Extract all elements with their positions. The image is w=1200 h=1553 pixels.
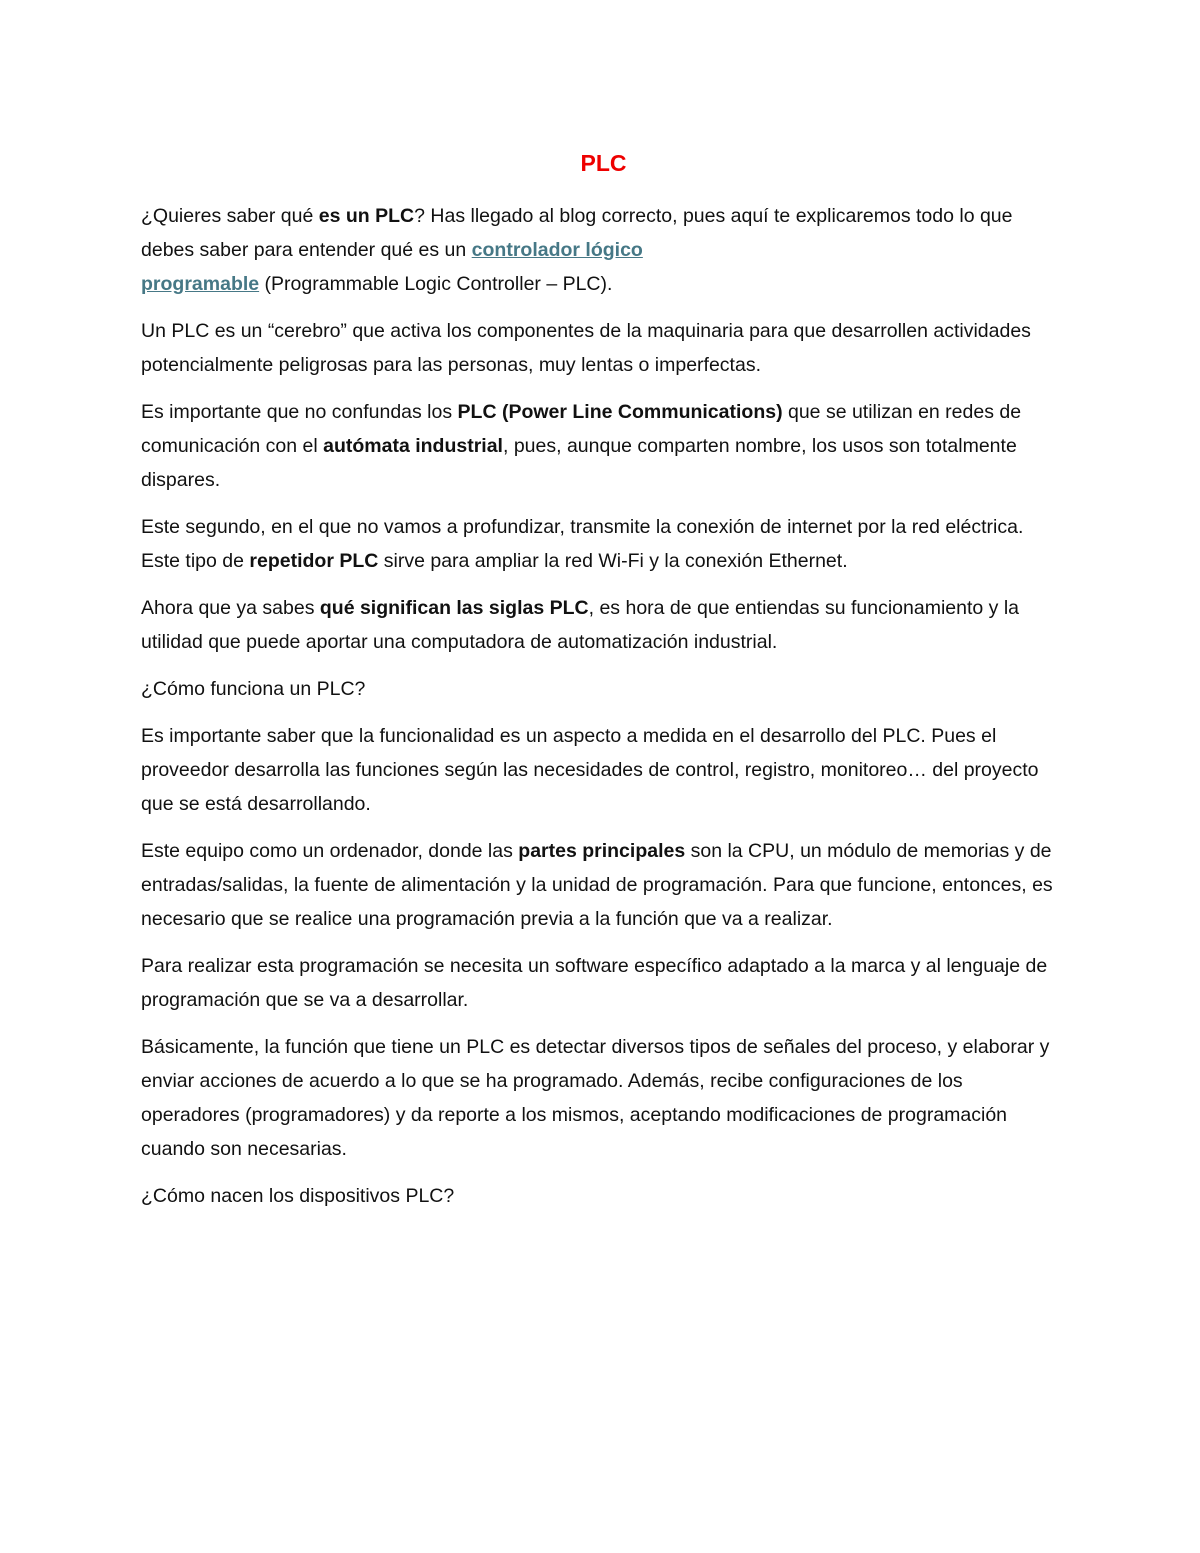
text-span: ¿Quieres saber qué (141, 205, 319, 227)
paragraph-siglas (141, 591, 1066, 659)
text-span: , es hora de que entiendas su funcionamiento y la utilidad que puede aportar una computadora de automatización industrial. (141, 597, 1019, 653)
bold-text: partes principales (518, 840, 686, 862)
paragraph-basicamente: Básicamente, la función que tiene un PLC es detectar diversos tipos de señales del proceso, y elaborar y enviar acciones de acuerdo a lo que se ha programado. Además, recibe configuraciones de los operadores (programadores) y da reporte a los mismos, aceptando modificaciones de programación cuando son necesarias. (141, 1036, 1050, 1160)
text-span: ? Has llegado al blog correcto, pues aquí te explicaremos todo lo que debes saber para entender qué es un (141, 205, 1013, 261)
document-title: PLC (580, 150, 627, 176)
section-heading-nacen: ¿Cómo nacen los dispositivos PLC? (141, 1185, 455, 1207)
document-body (141, 148, 1066, 1226)
paragraph-funcionalidad: Es importante saber que la funcionalidad es un aspecto a medida en el desarrollo del PLC. Pues el proveedor desarrolla las funciones según las necesidades de control, registro, monitoreo… del proyecto que se está desarrollando. (141, 725, 1039, 815)
text-span: (Programmable Logic Controller – PLC). (259, 273, 613, 295)
paragraph-cerebro: Un PLC es un “cerebro” que activa los componentes de la maquinaria para que desarrollen actividades potencialmente peligrosas para las personas, muy lentas o imperfectas. (141, 320, 1031, 376)
paragraph-intro (141, 199, 1066, 301)
paragraph-programacion: Para realizar esta programación se necesita un software específico adaptado a la marca y al lenguaje de programación que se va a desarrollar. (141, 955, 1048, 1011)
bold-text: repetidor PLC (249, 550, 379, 572)
text-span: Es importante que no confundas los (141, 401, 458, 423)
text-span: sirve para ampliar la red Wi-Fi y la conexión Ethernet. (378, 550, 848, 572)
text-span: , pues, aunque comparten nombre, los usos son totalmente dispares. (141, 435, 1017, 491)
text-span: Ahora que ya sabes (141, 597, 320, 619)
link-text-line2: programable (141, 273, 260, 295)
paragraph-repetidor (141, 510, 1066, 578)
bold-text: PLC (Power Line Communications) (457, 401, 783, 423)
bold-text: qué significan las siglas PLC (319, 597, 589, 619)
bold-text: es un PLC (318, 205, 415, 227)
text-span: Este equipo como un ordenador, donde las (141, 840, 519, 862)
text-span: Este segundo, en el que no vamos a profundizar, transmite la conexión de internet por la red eléctrica. Este tipo de (141, 516, 1024, 572)
text-span: son la CPU, un módulo de memorias y de entradas/salidas, la fuente de alimentación y la unidad de programación. Para que funcione, entonces, es necesario que se realice una programación previa a la función que va a realizar. (141, 840, 1053, 930)
paragraph-power-line (141, 395, 1066, 497)
link-text-line1: controlador lógico (471, 239, 643, 261)
text-span: que se utilizan en redes de comunicación con el (141, 401, 1022, 457)
section-heading-funciona: ¿Cómo funciona un PLC? (141, 678, 366, 700)
bold-text: autómata industrial (323, 435, 503, 457)
paragraph-partes (141, 834, 1066, 936)
